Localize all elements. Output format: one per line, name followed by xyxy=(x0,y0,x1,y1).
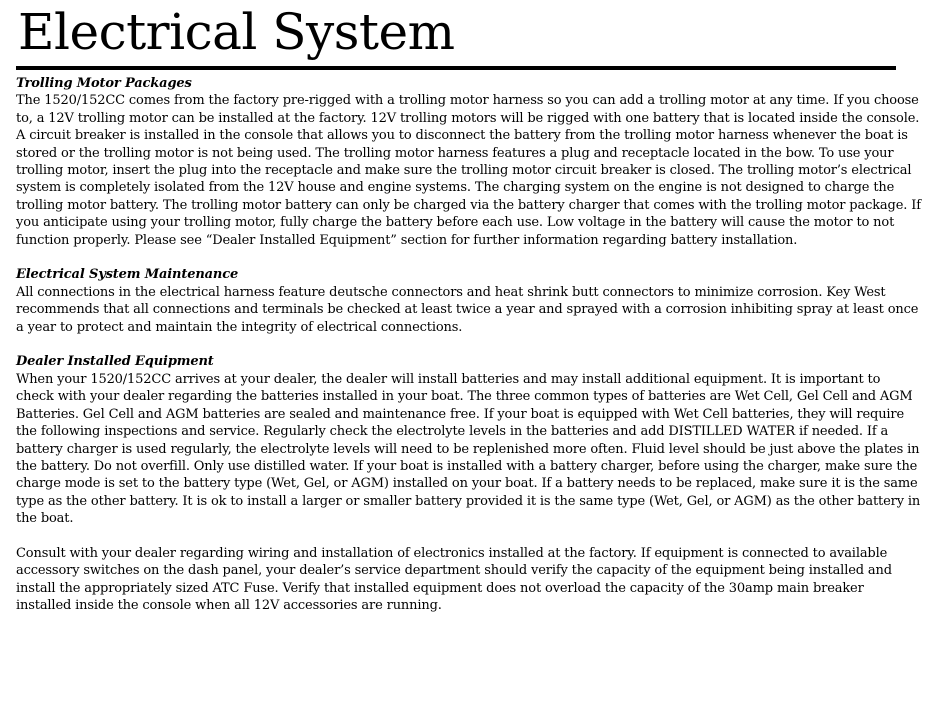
section-trolling-motor-packages xyxy=(16,75,921,249)
title-divider xyxy=(16,66,896,70)
section-dealer-installed-equipment xyxy=(16,353,921,527)
section-paragraph: The 1520/152CC comes from the factory pre-rigged with a trolling motor harness so you can add a trolling motor at any time. If you choose to, a 12V trolling motor can be installed at the factory. 12V trolling motors will be rigged with one battery that is located inside the console. A circuit breaker is installed in the console that allows you to disconnect the battery from the trolling motor harness whenever the boat is stored or the trolling motor is not being used. The trolling motor harness features a plug and receptacle located in the bow. To use your trolling motor, insert the plug into the receptacle and make sure the trolling motor circuit breaker is closed. The trolling motor’s electrical system is completely isolated from the 12V house and engine systems. The charging system on the engine is not designed to charge the trolling motor battery. The trolling motor battery can only be charged via the battery charger that comes with the trolling motor package. If you anticipate using your trolling motor, fully charge the battery before each use. Low voltage in the battery will cause the motor to not function properly. Please see “Dealer Installed Equipment” section for further information regarding battery installation. xyxy=(16,93,921,248)
page-title: Electrical System xyxy=(18,3,455,61)
section-paragraph: All connections in the electrical harness feature deutsche connectors and heat shrink butt connectors to minimize corrosion. Key West recommends that all connections and terminals be checked at least twice a year and sprayed with a corrosion inhibiting spray at least once a year to protect and maintain the integrity of electrical connections. xyxy=(16,284,919,335)
section-paragraph: Consult with your dealer regarding wiring and installation of electronics installed at the factory. If equipment is connected to available accessory switches on the dash panel, your dealer’s service department should verify the capacity of the equipment being installed and install the appropriately sized ATC Fuse. Verify that installed equipment does not overload the capacity of the 30amp main breaker installed inside the console when all 12V accessories are running. xyxy=(16,545,892,614)
section-heading: Trolling Motor Packages xyxy=(16,76,192,91)
section-paragraph: When your 1520/152CC arrives at your dealer, the dealer will install batteries and may install additional equipment. It is important to check with your dealer regarding the batteries installed in your boat. The three common types of batteries are Wet Cell, Gel Cell and AGM Batteries. Gel Cell and AGM batteries are sealed and maintenance free. If your boat is equipped with Wet Cell batteries, they will require the following inspections and service. Regularly check the electrolyte levels in the batteries and add DISTILLED WATER if needed. If a battery charger is used regularly, the electrolyte levels will need to be replenished more often. Fluid level should be just above the plates in the battery. Do not overfill. Only use distilled water. If your boat is installed with a battery charger, before using the charger, make sure the charge mode is set to the battery type (Wet, Gel, or AGM) installed on your boat. If a battery needs to be replaced, make sure it is the same type as the other battery. It is ok to install a larger or smaller battery provided it is the same type (Wet, Gel, or AGM) as the other battery in the boat. xyxy=(16,371,921,527)
section-heading: Electrical System Maintenance xyxy=(16,267,239,283)
section-heading: Dealer Installed Equipment xyxy=(16,354,214,370)
section-electrical-system-maintenance xyxy=(16,266,921,336)
section-electronics-consultation xyxy=(16,545,921,615)
document-body xyxy=(16,75,921,632)
